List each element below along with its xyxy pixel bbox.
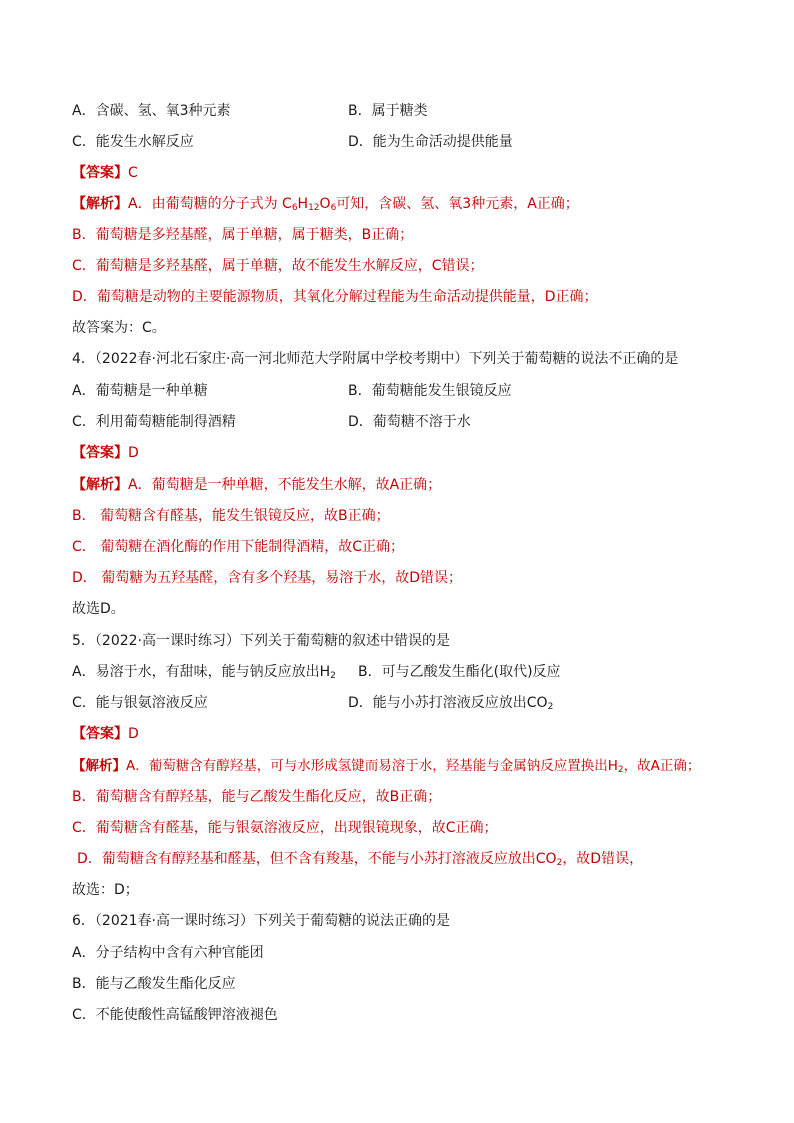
q4-conclusion: 故选D。 [72,601,125,617]
q4-option-d: D．葡萄糖不溶于水 [348,414,471,430]
q4-answer [72,442,139,464]
q5-option-c: C．能与银氨溶液反应 [72,695,208,711]
formula-part: O [319,196,331,212]
subscript: 2 [617,765,624,775]
subscript: 2 [556,858,563,868]
subscript: 6 [330,203,337,213]
q3-option-d: D．能为生命活动提供能量 [348,134,513,150]
q5-conclusion: 故选：D； [72,882,139,898]
q4-option-a: A．葡萄糖是一种单糖 [72,383,208,399]
formula-part: H [297,196,309,212]
option-text: D．能与小苏打溶液反应放出CO [348,695,548,711]
q3-analysis-b: B．葡萄糖是多羟基醛，属于单糖，属于糖类，B正确； [72,227,414,243]
analysis-text: ，故A正确； [623,758,701,774]
subscript: 12 [308,203,320,213]
q3-option-a: A．含碳、氢、氧3种元素 [72,103,231,119]
subscript: 2 [330,671,336,681]
q6-stem: 6．（2021春·高一课时练习）下列关于葡萄糖的说法正确的是 [72,913,450,929]
answer-tag: 【答案】 [72,445,128,461]
q4-stem: 4．（2022春·河北石家庄·高一河北师范大学附属中学校考期中）下列关于葡萄糖的说法不正确的是 [72,351,679,367]
analysis-text: A．由葡萄糖的分子式为 C [128,196,292,212]
analysis-tag: 【解析】 [72,196,128,212]
q5-stem: 5．（2022·高一课时练习）下列关于葡萄糖的叙述中错误的是 [72,633,450,649]
subscript: 2 [547,702,554,712]
q4-analysis-a [72,474,441,496]
q4-analysis-c: C． 葡萄糖在酒化酶的作用下能制得酒精，故C正确； [72,539,404,555]
analysis-text: ，故D错误， [562,851,644,867]
q6-option-c: C．不能使酸性高锰酸钾溶液褪色 [72,1007,278,1023]
q5-option-b: B．可与乙酸发生酯化(取代)反应 [358,664,561,680]
q6-option-a: A．分子结构中含有六种官能团 [72,945,264,961]
option-text: A．易溶于水，有甜味，能与钠反应放出H [72,664,331,680]
analysis-tag: 【解析】 [72,477,128,493]
q3-analysis-d: D．葡萄糖是动物的主要能源物质，其氧化分解过程能为生命活动提供能量，D正确； [72,289,598,305]
q4-option-b: B．葡萄糖能发生银镜反应 [348,383,512,399]
analysis-text: A．葡萄糖含有醇羟基，可与水形成氢键而易溶于水，羟基能与金属钠反应置换出H [126,758,618,774]
q3-analysis-c: C．葡萄糖是多羟基醛，属于单糖，故不能发生水解反应，C错误； [72,258,484,274]
analysis-text: A．葡萄糖是一种单糖，不能发生水解，故A正确； [128,477,442,493]
q3-conclusion: 故答案为：C。 [72,320,166,336]
answer-tag: 【答案】 [72,165,128,181]
answer-value: D [128,726,139,742]
q6-option-b: B．能与乙酸发生酯化反应 [72,976,236,992]
q5-option-d [348,692,553,714]
q5-analysis-c: C．葡萄糖含有醛基，能与银氨溶液反应，出现银镜现象，故C正确； [72,820,498,836]
answer-value: C [128,165,138,181]
q5-analysis-d [77,848,643,870]
analysis-text: 可知，含碳、氢、氧3种元素，A正确； [336,196,579,212]
q3-option-b: B．属于糖类 [348,103,428,119]
answer-value: D [128,445,139,461]
q5-analysis-b: B．葡萄糖含有醇羟基，能与乙酸发生酯化反应，故B正确； [72,789,442,805]
analysis-text: D．葡萄糖含有醇羟基和醛基，但不含有羧基，不能与小苏打溶液反应放出CO [77,851,557,867]
q5-answer [72,723,139,745]
q3-analysis-a [72,193,579,215]
q4-analysis-b: B． 葡萄糖含有醛基，能发生银镜反应，故B正确； [72,508,390,524]
q3-option-c: C．能发生水解反应 [72,134,194,150]
q3-answer [72,162,138,184]
analysis-tag: 【解析】 [72,758,126,774]
subscript: 6 [291,203,298,213]
q5-option-a [72,661,336,683]
answer-tag: 【答案】 [72,726,128,742]
q4-option-c: C．利用葡萄糖能制得酒精 [72,414,236,430]
q4-analysis-d: D． 葡萄糖为五羟基醛，含有多个羟基，易溶于水，故D错误； [72,570,463,586]
q5-analysis-a [72,755,700,777]
